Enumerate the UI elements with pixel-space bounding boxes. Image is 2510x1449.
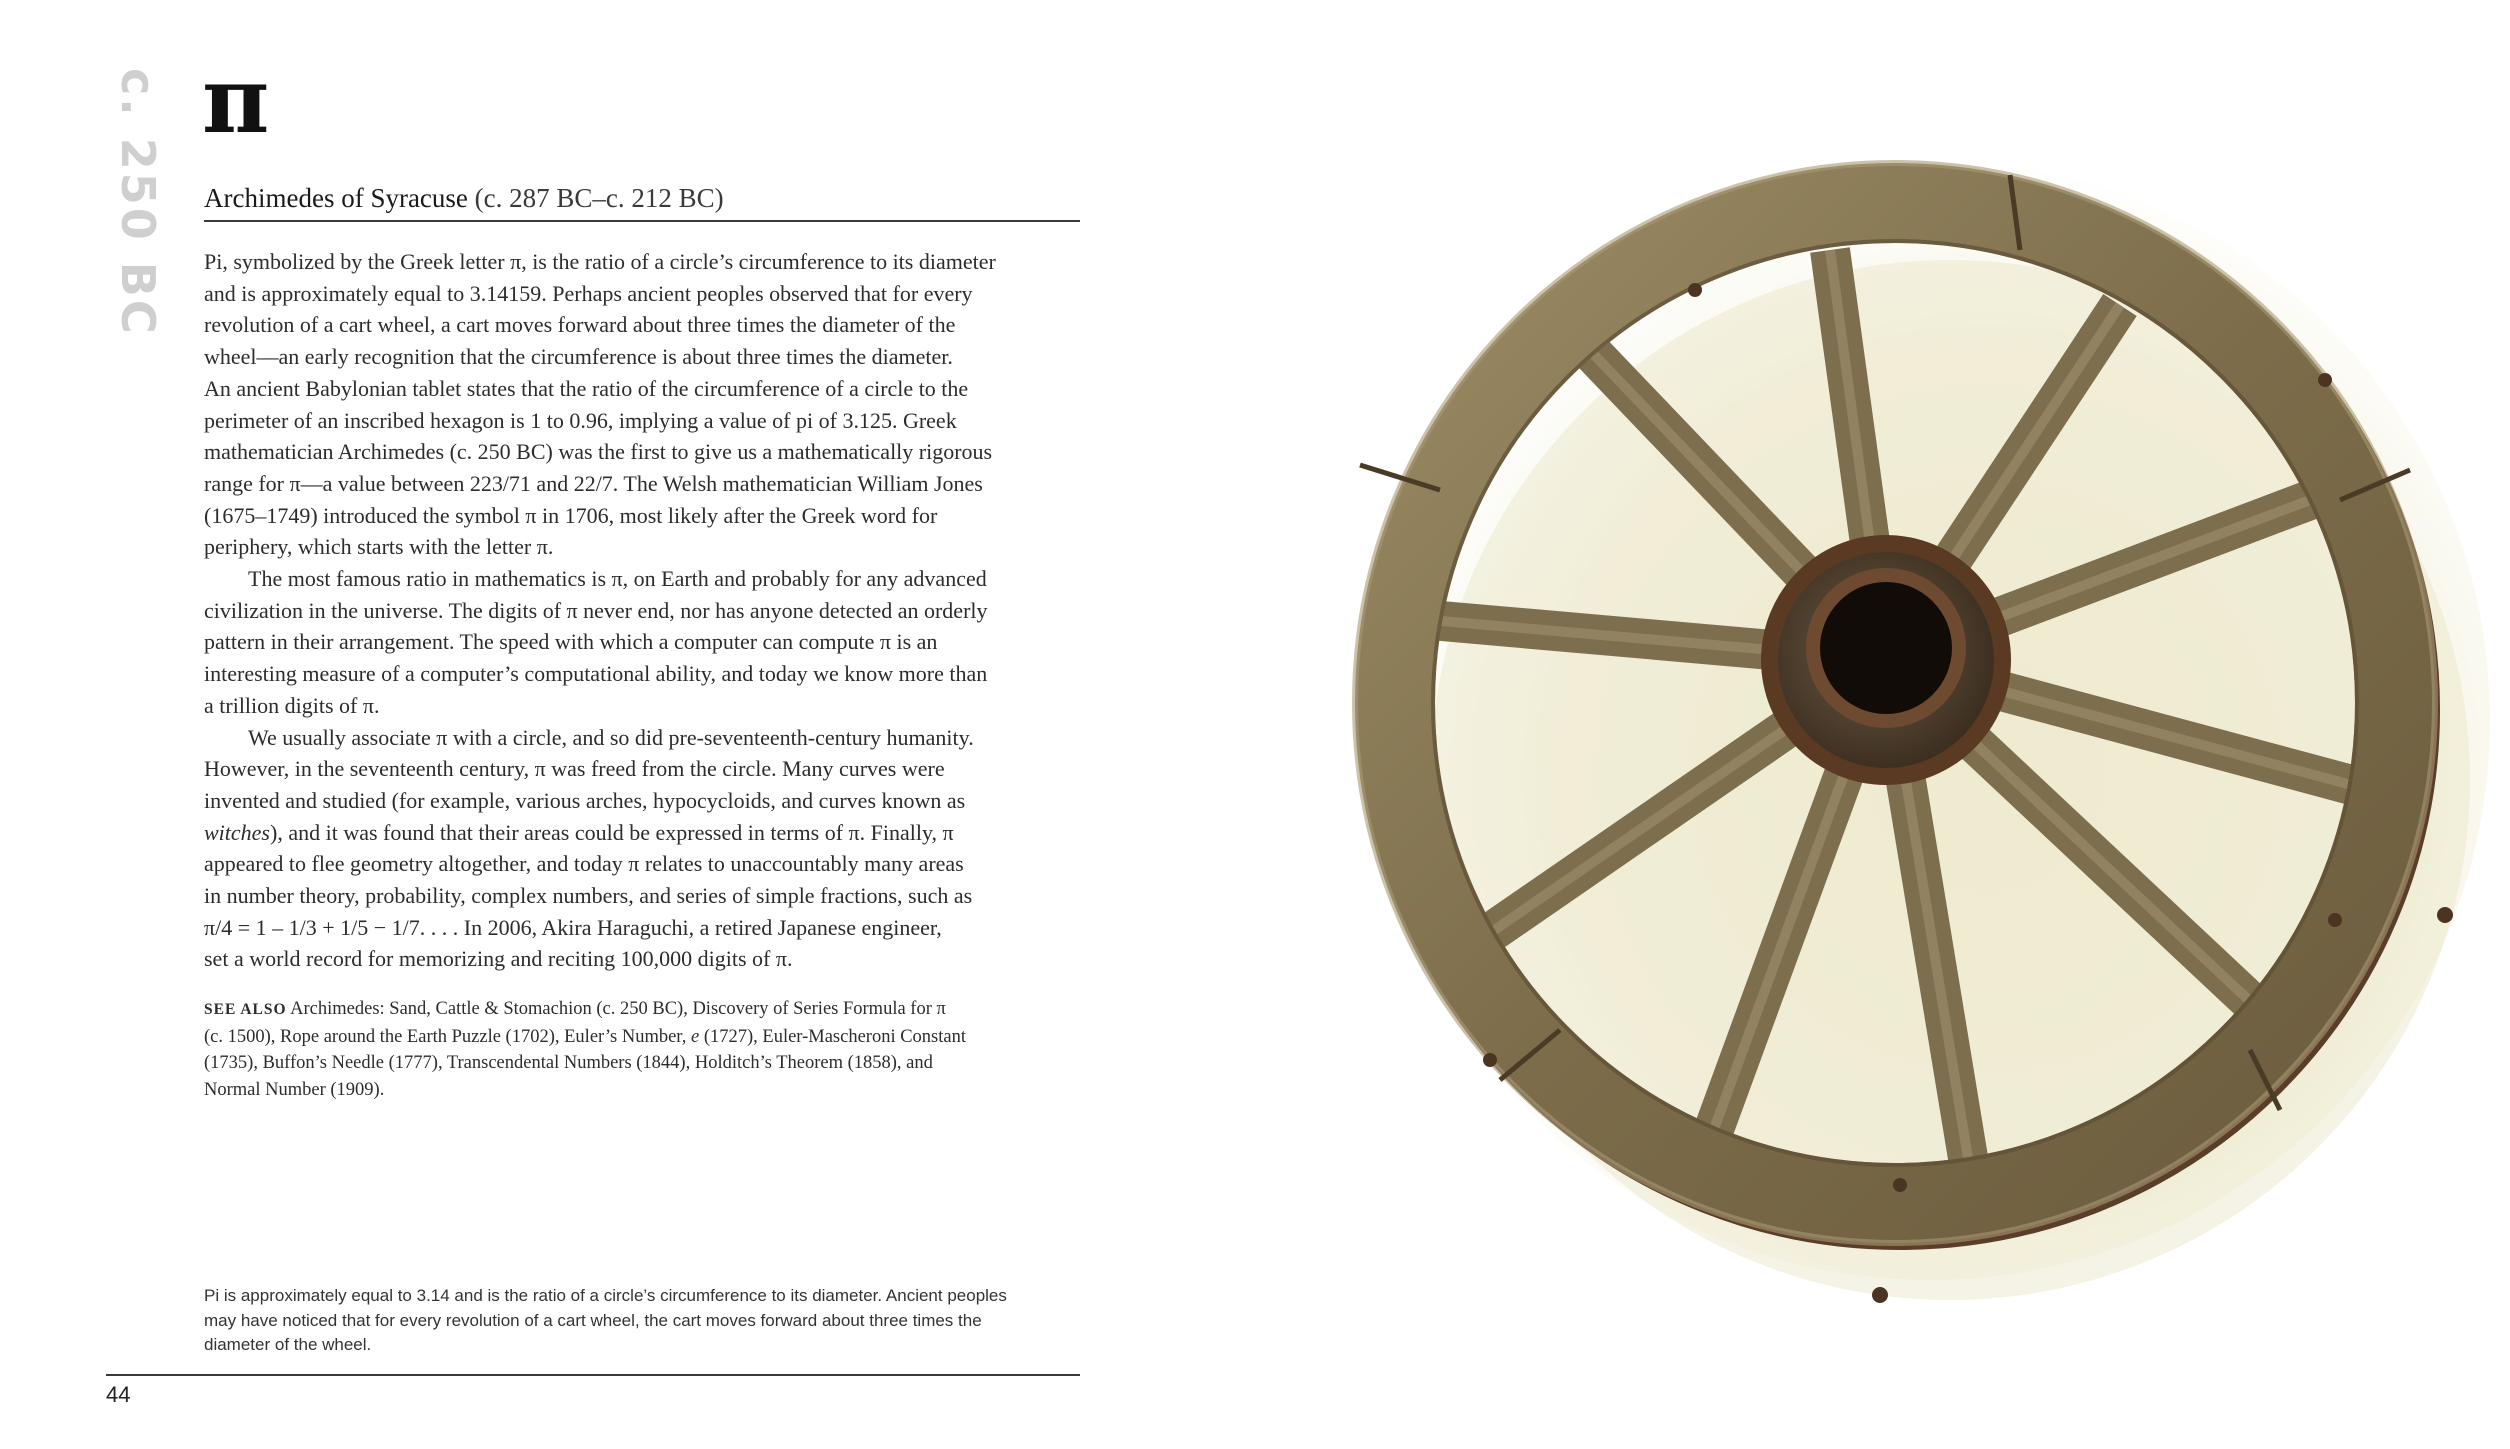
- text-line: Normal Number (1909).: [204, 1079, 385, 1100]
- text-line: revolution of a cart wheel, a cart moves forward about three times the diameter of the: [204, 312, 956, 338]
- text-line: [204, 996, 1084, 1024]
- text-line: a trillion digits of π.: [204, 692, 380, 718]
- text-line: pattern in their arrangement. The speed with which a computer can compute π is an: [204, 629, 938, 655]
- article-body: [204, 246, 1084, 975]
- see-also-text: Archimedes: Sand, Cattle & Stomachion (c. 250 BC), Discovery of Series Formula for π: [286, 999, 946, 1019]
- caption-line: diameter of the wheel.: [204, 1335, 372, 1354]
- text-line: Pi, symbolized by the Greek letter π, is the ratio of a circle’s circumference to its diameter: [204, 249, 996, 274]
- text-line: and is approximately equal to 3.14159. Perhaps ancient peoples observed that for every: [204, 280, 973, 306]
- see-also-section: [204, 996, 1084, 1103]
- text-line: (1675–1749) introduced the symbol π in 1706, most likely after the Greek word for: [204, 502, 938, 528]
- text-line: The most famous ratio in mathematics is π, on Earth and probably for any advanced: [248, 566, 987, 592]
- text-line: periphery, which starts with the letter π.: [204, 534, 554, 560]
- caption-line: Pi is approximately equal to 3.14 and is the ratio of a circle’s circumference to its diameter. Ancient peoples: [204, 1286, 1007, 1305]
- page-number: 44: [106, 1382, 131, 1407]
- text-line: However, in the seventeenth century, π was freed from the circle. Many curves were: [204, 756, 945, 782]
- footer-divider: [106, 1374, 1080, 1376]
- text-line: civilization in the universe. The digits of π never end, nor has anyone detected an orderly: [204, 597, 988, 623]
- caption-line: may have noticed that for every revolution of a cart wheel, the cart moves forward about three times the: [204, 1310, 982, 1330]
- text-line: An ancient Babylonian tablet states that the ratio of the circumference of a circle to the: [204, 375, 969, 401]
- person-dates: (c. 287 BC–c. 212 BC): [474, 183, 724, 213]
- text-line: [204, 1024, 1084, 1051]
- image-caption: [204, 1284, 1084, 1358]
- paragraph-1: [204, 246, 1084, 563]
- text-line: [204, 817, 1084, 849]
- text-line: perimeter of an inscribed hexagon is 1 to 0.96, implying a value of pi of 3.125. Greek: [204, 407, 957, 433]
- paragraph-2: [204, 563, 1084, 722]
- text-line: appeared to flee geometry altogether, and today π relates to unaccountably many areas: [204, 851, 964, 877]
- text-line: (1735), Buffon’s Needle (1777), Transcendental Numbers (1844), Holditch’s Theorem (1858), and: [204, 1053, 933, 1073]
- text-line: π/4 = 1 – 1/3 + 1/5 − 1/7. . . . In 2006, Akira Haraguchi, a retired Japanese engineer,: [204, 914, 942, 940]
- era-date-label: c. 250 BC: [111, 68, 165, 337]
- text-line: interesting measure of a computer’s computational ability, and today we know more than: [204, 661, 988, 687]
- text-line: We usually associate π with a circle, and so did pre-seventeenth-century humanity.: [248, 724, 974, 750]
- text-line: invented and studied (for example, various arches, hypocycloids, and curves known as: [204, 787, 966, 813]
- pi-symbol-heading: π: [202, 46, 270, 154]
- cart-wheel-photo: [1290, 100, 2510, 1340]
- see-also-text: (1727), Euler-Mascheroni Constant: [699, 1026, 966, 1047]
- text-line: in number theory, probability, complex numbers, and series of simple fractions, such as: [204, 883, 973, 909]
- text-fragment: ), and it was found that their areas could be expressed in terms of π. Finally, π: [270, 819, 954, 845]
- paragraph-3: [204, 722, 1084, 976]
- italic-term: witches: [204, 819, 270, 845]
- text-line: range for π—a value between 223/71 and 22/7. The Welsh mathematician William Jones: [204, 470, 983, 496]
- text-line: wheel—an early recognition that the circumference is about three times the diameter.: [204, 344, 953, 370]
- text-line: set a world record for memorizing and reciting 100,000 digits of π.: [204, 946, 793, 972]
- italic-term: e: [690, 1026, 700, 1047]
- person-name: Archimedes of Syracuse: [204, 183, 468, 213]
- see-also-label: SEE ALSO: [204, 1001, 287, 1018]
- cart-wheel-image: [1290, 100, 2510, 1340]
- see-also-text: (c. 1500), Rope around the Earth Puzzle (1702), Euler’s Number,: [204, 1026, 691, 1047]
- axle-hole: [1820, 582, 1952, 714]
- text-line: mathematician Archimedes (c. 250 BC) was the first to give us a mathematically rigorous: [204, 439, 993, 465]
- entry-header: [204, 180, 1080, 222]
